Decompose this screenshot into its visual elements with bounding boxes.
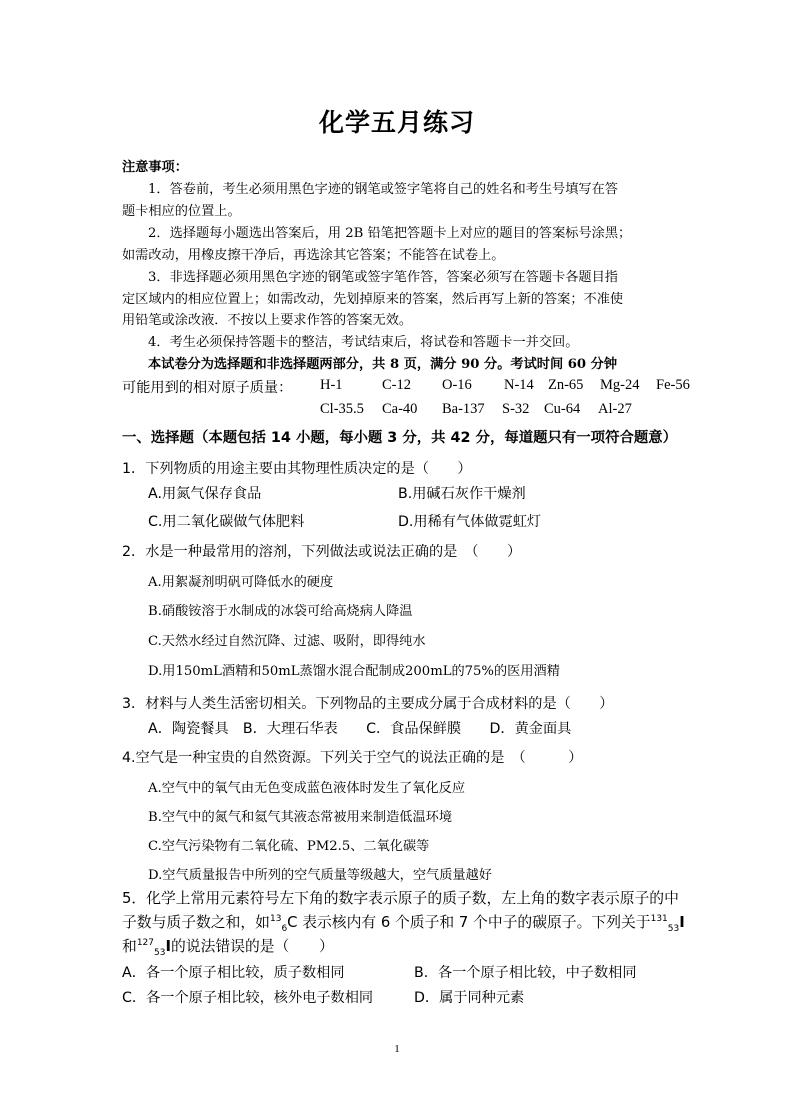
question-stem: 5．化学上常用元素符号左下角的数字表示原子的质子数，左上角的数字表示原子的中 xyxy=(122,890,679,907)
atomic-mass: Al-27 xyxy=(598,401,632,417)
atomic-mass: Zn-65 xyxy=(548,377,584,393)
notice-line: 3．非选择题必须用黑色字迹的钢笔或签字笔作答，答案必须写在答题卡各题目指 xyxy=(148,270,618,285)
atomic-mass: Ba-137 xyxy=(442,401,485,417)
notice-line: 4．考生必须保持答题卡的整洁，考试结束后，将试卷和答题卡一并交回。 xyxy=(148,335,579,350)
atomic-mass: Fe-56 xyxy=(656,377,690,393)
mass-number: 13 xyxy=(269,914,282,925)
mass-number: 127 xyxy=(136,938,154,949)
notice-line: 用铅笔或涂改液．不按以上要求作答的答案无效。 xyxy=(122,313,413,328)
atomic-number: 53 xyxy=(154,947,166,958)
page-number: 1 xyxy=(394,1043,400,1055)
atomic-mass: H-1 xyxy=(320,377,343,393)
text: 和 xyxy=(122,938,137,955)
notice-line: 2．选择题每小题选出答案后，用 2B 铅笔把答题卡上对应的题目的答案标号涂黑； xyxy=(148,226,632,241)
text: C 表示核内有 6 个质子和 7 个中子的碳原子。下列关于 xyxy=(287,914,651,931)
option-row: A．陶瓷餐具 B．大理石华表 C．食品保鲜膜 D．黄金面具 xyxy=(148,721,572,737)
option: D．属于同种元素 xyxy=(414,990,525,1006)
notice-line: 定区域内的相应位置上；如需改动，先划掉原来的答案，然后再写上新的答案；不准使 xyxy=(122,292,624,307)
notice-heading: 注意事项： xyxy=(122,160,188,175)
option: A．各一个原子相比较，质子数相同 xyxy=(122,965,345,981)
option: D.用稀有气体做霓虹灯 xyxy=(398,514,542,530)
atomic-mass-label: 可能用到的相对原子质量： xyxy=(122,380,293,396)
option: C.天然水经过自然沉降、过滤、吸附，即得纯水 xyxy=(148,634,426,649)
notice-line: 如需改动，用橡皮擦干净后，再选涂其它答案；不能答在试卷上。 xyxy=(122,248,505,263)
notice-line: 1．答卷前，考生必须用黑色字迹的钢笔或签字笔将自己的姓名和考生号填写在答 xyxy=(148,182,618,197)
exam-summary: 本试卷分为选择题和非选择题两部分，共 8 页，满分 90 分。考试时间 60 分钟 xyxy=(148,357,618,372)
notice-line: 题卡相应的位置上。 xyxy=(122,204,241,219)
text: 子数与质子数之和，如 xyxy=(122,914,270,931)
question-stem: 2．水是一种最常用的溶剂，下列做法或说法正确的是 （ ） xyxy=(122,544,522,560)
option: B.空气中的氮气和氦气其液态常被用来制造低温环境 xyxy=(148,810,453,825)
section-heading: 一、选择题（本题包括 14 小题，每小题 3 分，共 42 分，每道题只有一项符合题意） xyxy=(122,430,678,446)
element-symbol: I xyxy=(679,914,685,931)
page-title: 化学五月练习 xyxy=(318,108,475,137)
option: B．各一个原子相比较，中子数相同 xyxy=(414,965,637,981)
atomic-mass: S-32 xyxy=(502,401,530,417)
atomic-number: 53 xyxy=(667,923,680,934)
atomic-mass: Cl-35.5 xyxy=(320,401,364,417)
text: 的说法错误的是（ ） xyxy=(170,938,334,955)
option: B.用碱石灰作干燥剂 xyxy=(398,486,526,502)
option: D.空气质量报告中所列的空气质量等级越大，空气质量越好 xyxy=(148,868,492,883)
atomic-number: 6 xyxy=(281,923,288,934)
mass-number: 131 xyxy=(650,914,668,925)
atomic-mass: Mg-24 xyxy=(600,377,640,393)
option: B.硝酸铵溶于水制成的冰袋可给高烧病人降温 xyxy=(148,604,413,619)
atomic-mass: C-12 xyxy=(382,377,411,393)
option: A.用絮凝剂明矾可降低水的硬度 xyxy=(148,575,334,590)
question-stem: 3．材料与人类生活密切相关。下列物品的主要成分属于合成材料的是（ ） xyxy=(122,696,614,712)
option: D.用150mL酒精和50mL蒸馏水混合配制成200mL的75%的医用酒精 xyxy=(148,664,560,679)
option: C．各一个原子相比较，核外电子数相同 xyxy=(122,990,374,1006)
atomic-mass: Ca-40 xyxy=(382,401,418,417)
option: C.空气污染物有二氧化硫、PM2.5、二氧化碳等 xyxy=(148,839,430,854)
question-stem-line2 xyxy=(122,911,685,932)
atomic-mass: Cu-64 xyxy=(544,401,581,417)
option: A.空气中的氧气由无色变成蓝色液体时发生了氧化反应 xyxy=(148,781,466,796)
option: C.用二氧化碳做气体肥料 xyxy=(148,514,305,530)
option: A.用氮气保存食品 xyxy=(148,486,262,502)
question-stem-line3 xyxy=(122,935,334,956)
atomic-mass: N-14 xyxy=(504,377,534,393)
element-symbol: I xyxy=(165,938,171,955)
atomic-mass: O-16 xyxy=(442,377,472,393)
question-stem: 4.空气是一种宝贵的自然资源。下列关于空气的说法正确的是 （ ） xyxy=(122,750,583,766)
question-stem: 1．下列物质的用途主要由其物理性质决定的是（ ） xyxy=(122,461,472,477)
